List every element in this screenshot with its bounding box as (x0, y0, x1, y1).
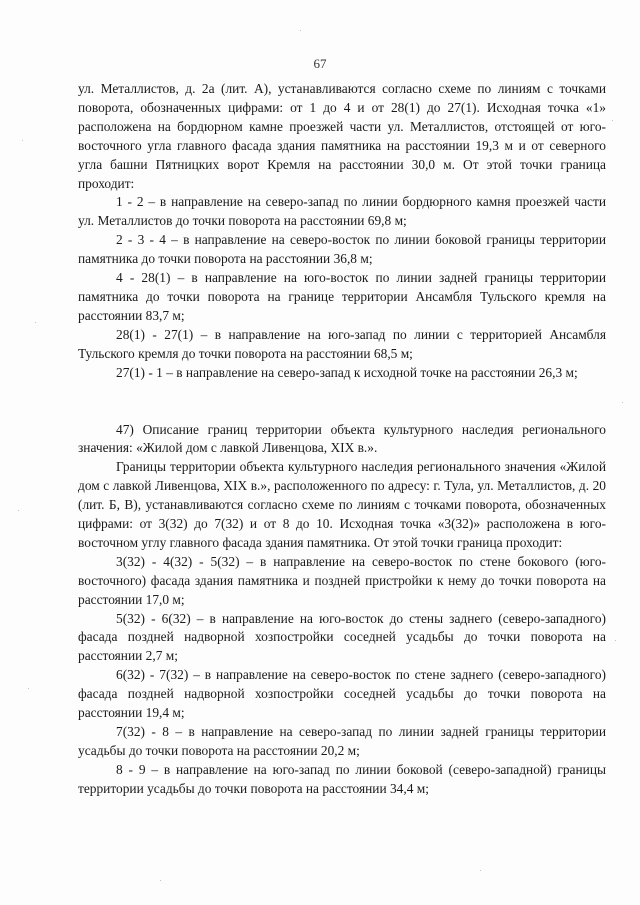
boundary-segment-1-2: 1 - 2 – в направление на северо-запад по линии бордюрного камня проезжей части ул. Металлистов до точки поворота на расстоянии 69,8 м; (78, 194, 606, 229)
document-body (78, 80, 606, 799)
boundary-segment-6-7: 6(32) - 7(32) – в направление на северо-восток по стене заднего (северо-западного) фасада поздней надворной хозпостройки соседней усадьбы до точки поворота на расстоянии 19,4 м; (78, 667, 606, 721)
section-heading-47: 47) Описание границ территории объекта культурного наследия регионального значения: «Жилой дом с лавкой Ливенцова, XIX в.». (78, 421, 606, 456)
boundary-segment-2-3-4: 2 - 3 - 4 – в направление на северо-восток по линии боковой границы территории памятника до точки поворота на расстоянии 36,8 м; (78, 232, 606, 267)
paragraph-section-47-description: Границы территории объекта культурного наследия регионального значения «Жилой дом с лавкой Ливенцова, XIX в.», расположенного по адресу: г. Тула, ул. Металлистов, д. 20 (лит. Б, В), устанавливаются согласно схеме по линиям с точками поворота, обозначенных цифрами: от 3(32) до 7(32) и от 8 до 10. Исходная точка «3(32)» расположена в юго-восточном углу главного фасада здания памятника. От этой точки граница проходит: (78, 459, 606, 550)
paragraph-intro-continuation: ул. Металлистов, д. 2а (лит. А), устанавливаются согласно схеме по линиям с точками поворота, обозначенных цифрами: от 1 до 4 и от 28(1) до 27(1). Исходная точка «1» расположена на бордюрном камне проезжей части ул. Металлистов, отстоящей от юго-восточного угла главного фасада здания памятника на расстоянии 19,3 м и от северного угла башни Пятницких ворот Кремля на расстоянии 30,0 м. От этой точки граница проходит: (78, 81, 606, 191)
boundary-segment-5-6: 5(32) - 6(32) – в направление на юго-восток до стены заднего (северо-западного) фасада поздней надворной хозпостройки соседней усадьбы до точки поворота на расстоянии 2,7 м; (78, 610, 606, 664)
boundary-segment-28-27: 28(1) - 27(1) – в направление на юго-запад по линии с территорией Ансамбля Тульского кремля до точки поворота на расстоянии 68,5 м; (78, 326, 606, 361)
boundary-segment-7-8: 7(32) - 8 – в направление на северо-запад по линии задней границы территории усадьбы до точки поворота на расстоянии 20,2 м; (78, 724, 606, 758)
boundary-segment-27-1: 27(1) - 1 – в направление на северо-запад к исходной точке на расстоянии 26,3 м; (116, 364, 578, 380)
boundary-segment-4-28: 4 - 28(1) – в направление на юго-восток по линии задней границы территории памятника до точки поворота на границе территории Ансамбля Тульского кремля на расстоянии 83,7 м; (78, 270, 606, 323)
boundary-segment-8-9: 8 - 9 – в направление на юго-запад по линии боковой (северо-западной) границы территории усадьбы до точки поворота на расстоянии 34,4 м; (78, 761, 606, 796)
boundary-segment-3-4-5: 3(32) - 4(32) - 5(32) – в направление на северо-восток по стене бокового (юго-восточного) фасада здания памятника и поздней пристройки к нему до точки поворота на расстоянии 17,0 м; (78, 553, 606, 607)
page-number: 67 (313, 56, 327, 71)
